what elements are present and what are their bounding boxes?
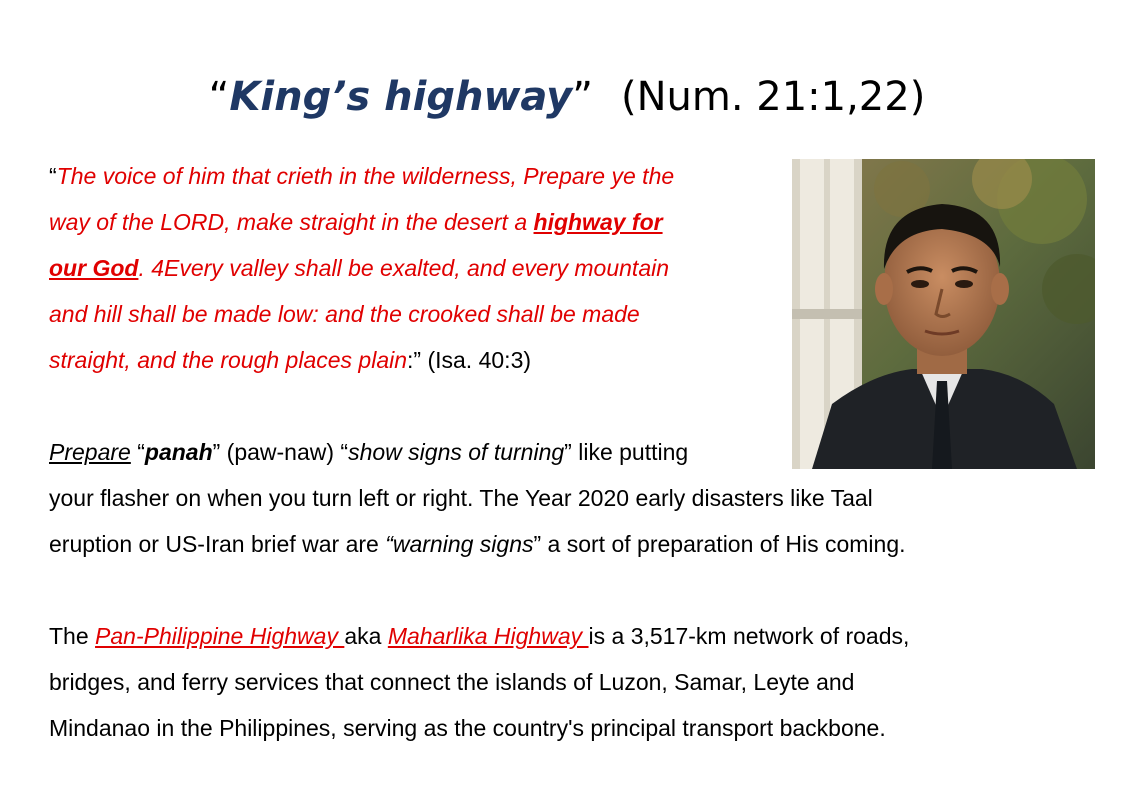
highway-line-3: Mindanao in the Philippines, serving as the country's principal transport backbone.	[49, 715, 886, 741]
slide-title	[0, 62, 1134, 132]
highway-for-god-link-part1[interactable]: highway for	[533, 209, 663, 235]
prepare-line-1-rest: ” like putting	[564, 439, 689, 465]
prepare-word: Prepare	[49, 439, 131, 465]
isaiah-line-2: way of the LORD, make straight in the desert a	[49, 209, 534, 235]
maharlika-highway-link[interactable]: Maharlika Highway	[387, 623, 589, 649]
isaiah-line-1: The voice of him that crieth in the wilderness, Prepare ye the	[56, 163, 675, 189]
title-close-quote: ”	[572, 74, 593, 120]
portrait-illustration	[792, 159, 1095, 469]
isaiah-citation: :” (Isa. 40:3)	[407, 347, 532, 373]
highway-for-god-link-part2[interactable]: our God	[49, 255, 139, 281]
panah-meaning: show signs of turning	[348, 439, 565, 465]
highway-line-1b: aka	[344, 623, 388, 649]
title-kings-highway: King’s highway	[229, 74, 573, 120]
highway-line-1c: is a 3,517-km network of roads,	[588, 623, 910, 649]
isaiah-line-3: . 4Every valley shall be exalted, and every mountain	[138, 255, 670, 281]
highway-line-2: bridges, and ferry services that connect the islands of Luzon, Samar, Leyte and	[49, 669, 855, 695]
title-open-quote: “	[208, 74, 230, 120]
prepare-line-3a: eruption or US-Iran brief war are	[49, 531, 386, 557]
highway-line-1a: The	[49, 623, 96, 649]
quote-mark: “	[130, 439, 145, 465]
pronunciation: ” (paw-naw) “	[212, 439, 349, 465]
isaiah-line-5: straight, and the rough places plain	[49, 347, 408, 373]
title-reference: (Num. 21:1,22)	[620, 74, 926, 120]
prepare-line-2: your flasher on when you turn left or right. The Year 2020 early disasters like Taal	[49, 485, 873, 511]
quote-mark: “	[49, 163, 57, 189]
hebrew-word-panah: panah	[144, 439, 213, 465]
portrait-photo	[792, 159, 1095, 469]
isaiah-line-4: and hill shall be made low: and the crooked shall be made	[49, 301, 640, 327]
prepare-line-3b: ” a sort of preparation of His coming.	[533, 531, 906, 557]
highway-paragraph	[49, 613, 1109, 751]
pan-philippine-highway-link[interactable]: Pan-Philippine Highway	[95, 623, 345, 649]
warning-signs: “warning signs	[385, 531, 534, 557]
